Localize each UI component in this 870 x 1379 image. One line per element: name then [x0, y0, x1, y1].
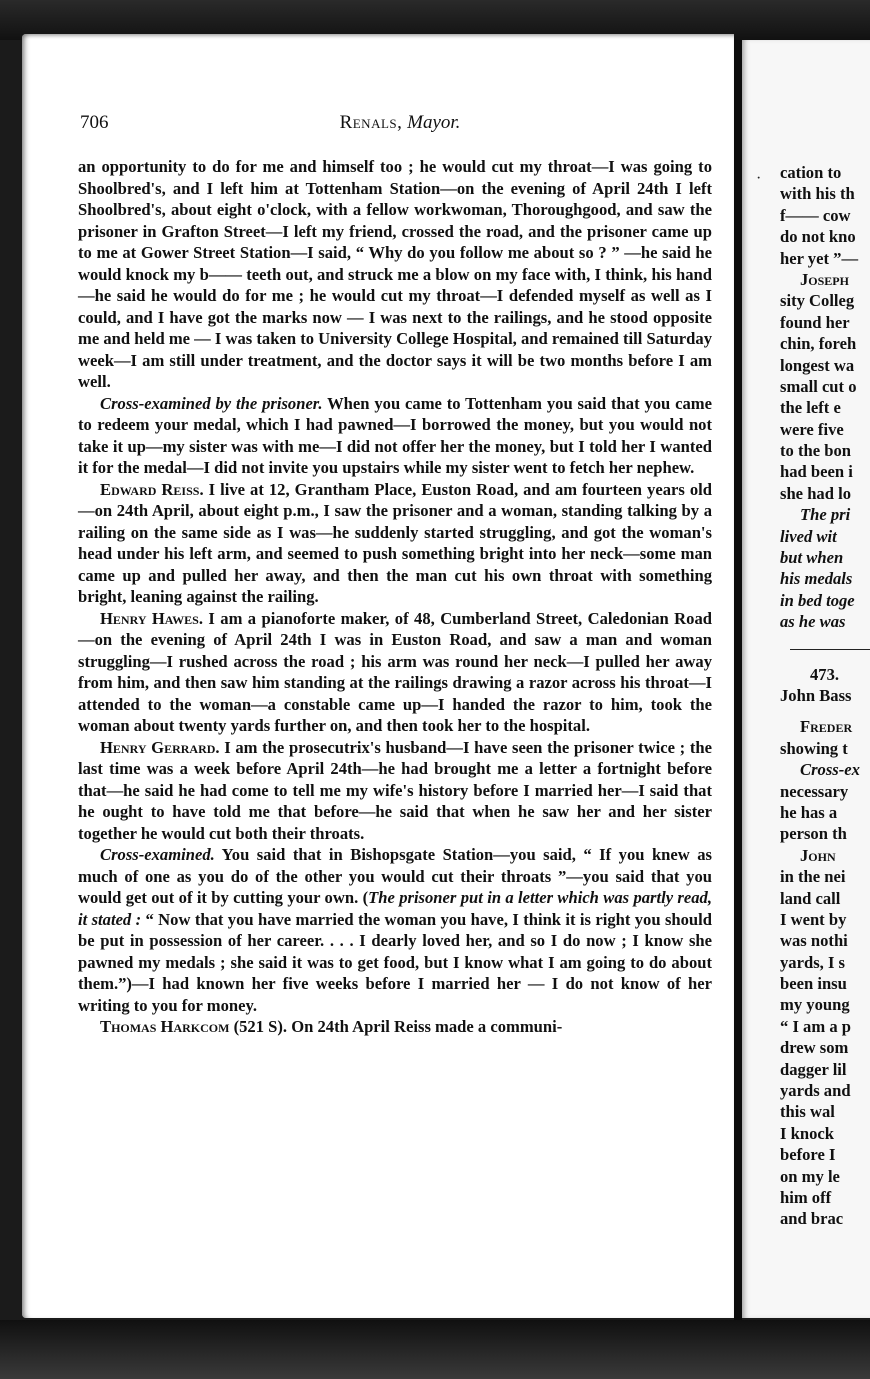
right-page-line: on my le: [780, 1166, 840, 1186]
paragraph-2-text: When you came to Tottenham you said that you came to redeem your medal, which I had pawned—I borrowed the money, but you would not take it up—my sister was with me—I did not offer her the money, but I told her I wanted it for the medal—I did not invite you upstairs while my sister went to fetch her nephew.: [78, 393, 712, 477]
scan-bottom-edge: [0, 1320, 870, 1379]
margin-dot: ·: [756, 170, 762, 187]
right-page-line: was nothi: [780, 931, 848, 951]
right-page-line: yards, I s: [780, 952, 846, 972]
right-page-line: him off: [780, 1187, 832, 1207]
right-page-column: [780, 162, 870, 1230]
right-page-line: necessary: [780, 781, 849, 801]
paragraph-6-text-b: “ Now that you have married the woman you have, I think it is right you should be put in possession of her career. . . . I dearly loved her, and so I do now ; I know she pawned my medals ; she said it was to get food, but I know what I am going to do about them.”)—I had known her five weeks before I married her — I do not know of her writing to you for money.: [78, 909, 713, 1015]
right-page-line: land call: [780, 888, 841, 908]
right-page-line: in the nei: [780, 867, 846, 887]
right-page-line: as he was: [780, 612, 846, 632]
right-page-line: the left e: [780, 398, 841, 418]
right-page-line: before I: [780, 1145, 836, 1165]
paragraph-4-lead: Henry Hawes.: [100, 608, 203, 628]
running-title: [80, 112, 720, 134]
right-page-line: Joseph: [800, 269, 849, 289]
page-number: 706: [80, 112, 109, 133]
right-page-line: but when: [780, 548, 844, 568]
right-page-line: do not kno: [780, 227, 856, 247]
paragraph-5: [78, 737, 712, 845]
right-page-line: sity Colleg: [780, 291, 855, 311]
paragraph-6-lead: Cross-examined.: [100, 845, 215, 864]
right-page-line: Freder: [800, 717, 853, 737]
section-rule: [790, 649, 870, 650]
right-page-line: with his th: [780, 184, 855, 204]
right-page-line: and brac: [780, 1209, 844, 1229]
right-page-line: yards and: [780, 1081, 851, 1101]
right-page-line: this wal: [780, 1102, 835, 1122]
right-page-line: found her: [780, 312, 850, 332]
right-page-line: had been i: [780, 462, 853, 482]
right-page-line: [780, 706, 870, 716]
paragraph-4-text: I am a pianoforte maker, of 48, Cumberland Street, Caledonian Road—on the evening of April 24th I was in Euston Road, and saw a man and woman struggling—I rushed across the road ; his arm was round her neck—I pulled her away from him, and then saw him standing at the railings drawing a razor across his throat—I attended to the woman—a constable came up—I handed the razor to him, took the woman about twenty yards further on, and then took her to the hospital.: [78, 608, 712, 735]
paragraph-6-italic: The prisoner put in a letter which was partly read, it stated :: [78, 888, 712, 929]
paragraph-4: [78, 608, 712, 737]
right-page-line: in bed toge: [780, 590, 855, 610]
paragraph-5-lead: Henry Gerrard.: [100, 737, 220, 757]
right-page-line: person th: [780, 824, 847, 844]
paragraph-6: [78, 844, 712, 1016]
paragraph-6-text-a: You said that in Bishopsgate Station—you said, “ If you knew as much of one as you do of the other you would cut their throats ”—you said that you would get out of it by cutting your own. (: [78, 845, 712, 907]
right-page-line: Cross-ex: [800, 760, 860, 780]
right-page-line: cation to: [780, 163, 842, 182]
right-page-line: my young: [780, 995, 850, 1015]
paragraph-2-lead: Cross-examined by the prisoner.: [100, 393, 323, 413]
right-page-line: “ I am a p: [780, 1016, 851, 1036]
paragraph-7: [78, 1016, 712, 1038]
right-page-line: showing t: [780, 738, 848, 758]
right-page-line: lived wit: [780, 526, 837, 546]
page-body: [78, 156, 712, 1038]
right-page-line: I went by: [780, 909, 847, 929]
right-page-line: his medals: [780, 569, 853, 589]
right-page-line: I knock: [780, 1123, 834, 1143]
paragraph-3-text: I live at 12, Grantham Place, Euston Road, and am fourteen years old—on 24th April, about eight p.m., I saw the prisoner and a woman, standing talking by a railing on the same side as I was—he suddenly started struggling, and got the woman's head under his left arm, and seemed to push something bright into her neck—some man came up and pulled her away, and then the man cut his own throat with something bright, leaning against the railing.: [78, 479, 712, 606]
paragraph-3: [78, 479, 712, 608]
right-page: [742, 40, 870, 1318]
right-page-line: she had lo: [780, 483, 852, 503]
right-page-line: chin, foreh: [780, 334, 857, 354]
right-page-line: 473.: [810, 664, 840, 684]
paragraph-3-lead: Edward Reiss.: [100, 479, 204, 499]
right-page-line: drew som: [780, 1038, 849, 1058]
right-page-line: her yet ”—: [780, 248, 859, 268]
paragraph-1: an opportunity to do for me and himself too ; he would cut my throat—I was going to Shoolbred's, and I left him at Tottenham Station—on the evening of April 24th I left Shoolbred's, about eight o'clock, with a fellow workwoman, Thoroughgood, and saw the prisoner in Grafton Street—I left my friend, crossed the road, and the prisoner came up to me at Gower Street Station—I said, “ Why do you follow me about so ? ” —he said he would knock my b—— teeth out, and struck me a blow on my face with, I think, his hand—he said he would do for me ; he would cut my throat—I defended myself as well as I could, and I have got the marks now — I was next to the railings, and he stood opposite me and held me — I was taken to University College Hospital, and remained till Saturday week—I am still under treatment, and the doctor says it will be two months before I am well.: [78, 157, 712, 391]
paragraph-7-lead: Thomas Harkcom (521 S).: [100, 1017, 288, 1036]
paragraph-2: [78, 393, 712, 479]
book-gutter: [734, 40, 742, 1320]
paragraph-5-text: I am the prosecutrix's husband—I have seen the prisoner twice ; the last time was a week before April 24th—he had brought me a letter a fortnight before that—he said he had come to tell me my wife's history before I married her—I said that he ought to have told me that before—he said that when he saw her and her sister together he would cut both their throats.: [78, 737, 713, 843]
running-title-office: Mayor.: [407, 112, 461, 133]
right-page-line: been insu: [780, 974, 847, 994]
right-page-line: small cut o: [780, 376, 857, 396]
right-page-line: John: [800, 845, 836, 865]
paragraph-7-text: On 24th April Reiss made a communi-: [287, 1017, 563, 1036]
right-page-line: to the bon: [780, 441, 851, 461]
right-page-line: John Bass: [780, 685, 852, 705]
left-page: [22, 34, 734, 1318]
right-page-line: dagger lil: [780, 1059, 847, 1079]
right-page-line: The pri: [800, 505, 851, 525]
right-page-line: were five: [780, 419, 844, 439]
right-page-line: longest wa: [780, 355, 855, 375]
right-page-line: he has a: [780, 802, 838, 822]
running-head: [80, 112, 720, 142]
right-page-line: f—— cow: [780, 205, 851, 225]
running-title-name: Renals,: [339, 112, 403, 133]
